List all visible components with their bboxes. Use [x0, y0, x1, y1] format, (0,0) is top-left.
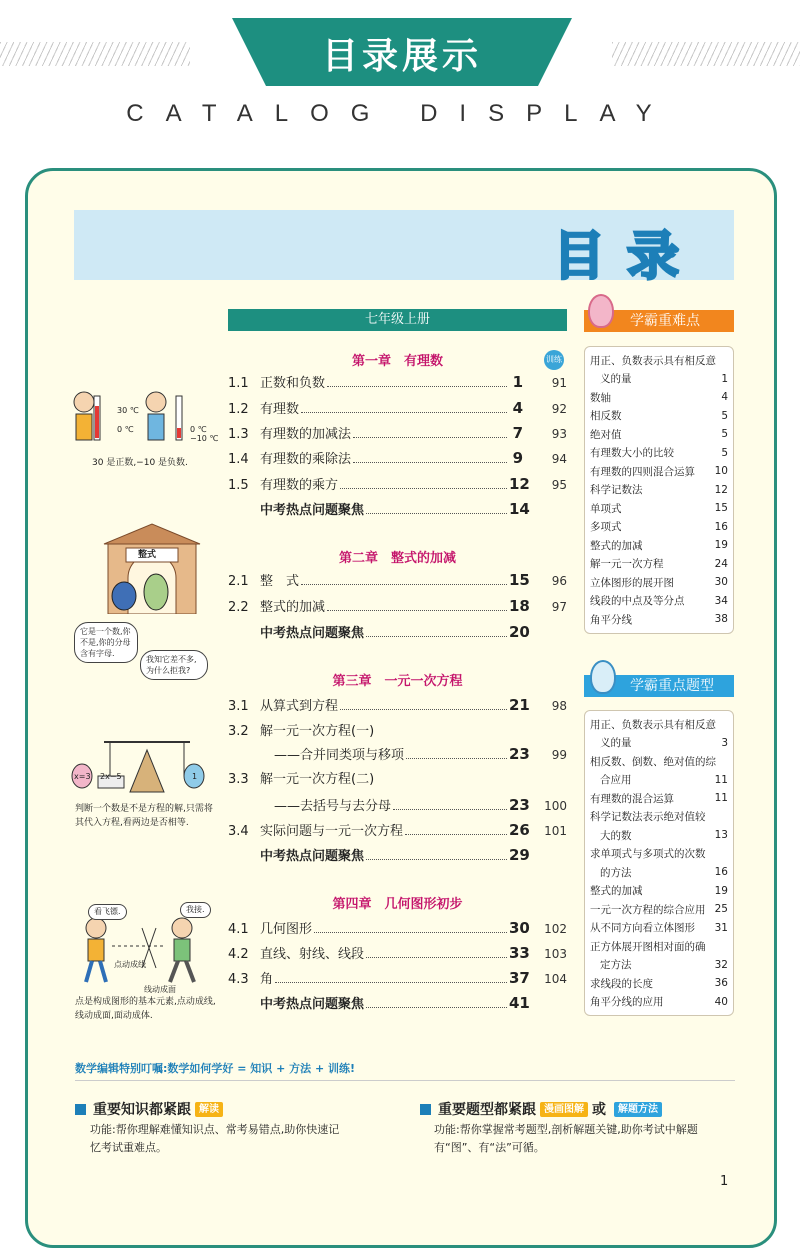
side-list-item[interactable] — [590, 900, 728, 919]
side-list-item[interactable] — [590, 808, 728, 827]
side-list-item[interactable] — [590, 863, 728, 882]
side-item-page: 36 — [714, 977, 728, 990]
page-number-training: 101 — [544, 824, 567, 838]
side-list-item[interactable] — [590, 610, 728, 629]
side-item-label: 角平分线的应用 — [590, 996, 664, 1009]
side-list-item[interactable] — [590, 734, 728, 753]
side-item-page: 34 — [714, 594, 728, 607]
square-bullet-icon — [420, 1104, 431, 1115]
speech-bubble-a: 它是一个数,你不是,你的分母含有字母. — [74, 622, 138, 663]
side-item-label: 立体图形的展开图 — [590, 576, 674, 589]
page-number-main: 21 — [509, 696, 530, 714]
side-list-item[interactable] — [590, 407, 728, 426]
side-item-label: 整式的加减 — [590, 885, 643, 898]
side-item-label: 合应用 — [600, 774, 632, 787]
side-item-label: 单项式 — [590, 502, 622, 515]
dot-leader — [340, 709, 507, 710]
side-list-item[interactable] — [590, 715, 728, 734]
section-title: 几何图形 — [260, 922, 313, 937]
side-item-page: 4 — [721, 391, 728, 404]
dot-leader — [301, 584, 507, 585]
side-list-item[interactable] — [590, 555, 728, 574]
page-number-main: 33 — [509, 944, 530, 962]
section-knowledge-desc: 功能:帮你理解难懂知识点、常考易错点,助你快速记忆考试重难点。 — [90, 1123, 340, 1154]
side-header-key-points-label: 学霸重难点 — [630, 313, 700, 329]
section-number: 2.2 — [228, 600, 249, 615]
toc-row[interactable] — [228, 918, 567, 938]
section-title: 中考热点问题聚焦 — [260, 626, 365, 641]
side-item-page: 13 — [714, 829, 728, 842]
banner-subtitle: CATALOG DISPLAY — [126, 100, 674, 127]
side-item-label: 的方法 — [600, 866, 632, 879]
side-item-label: 用正、负数表示具有相反意 — [590, 718, 716, 731]
page-number-training: 95 — [551, 478, 567, 492]
section-number: 3.4 — [228, 824, 249, 839]
side-item-page: 1 — [721, 372, 728, 385]
side-item-label: 义的量 — [600, 737, 632, 750]
side-item-page: 15 — [714, 502, 728, 515]
page-number-main: 23 — [509, 796, 530, 814]
page-number-main: 15 — [509, 571, 530, 589]
page-number-main: 23 — [509, 745, 530, 763]
side-item-label: 有理数的混合运算 — [590, 792, 674, 805]
side-list-item[interactable] — [590, 789, 728, 808]
side-item-page: 31 — [714, 921, 728, 934]
page-number-training: 100 — [544, 799, 567, 813]
section-title: 正数和负数 — [260, 376, 326, 391]
side-list-item[interactable] — [590, 993, 728, 1012]
caption-geometry: 点是构成图形的基本元素,点动成线,线动成面,面动成体. — [75, 997, 216, 1021]
section-number: 2.1 — [228, 574, 249, 589]
dot-leader — [366, 859, 507, 860]
side-item-label: 求单项式与多项式的次数 — [590, 848, 706, 861]
side-item-page: 3 — [721, 736, 728, 749]
dot-leader — [366, 513, 507, 514]
toc-row[interactable] — [228, 845, 567, 865]
training-badge: 训练 — [544, 350, 564, 370]
tip-divider — [75, 1080, 735, 1081]
section-knowledge — [75, 1099, 223, 1119]
label-line-to-plane: 线动成面 — [144, 985, 176, 994]
speech-bubble-d: 我接. — [180, 902, 211, 918]
dot-leader — [366, 957, 507, 958]
side-item-page: 5 — [721, 446, 728, 459]
side-item-page: 30 — [714, 576, 728, 589]
section-number: 3.1 — [228, 699, 249, 714]
side-item-label: 义的量 — [600, 373, 632, 386]
page-number-main: 20 — [509, 623, 530, 641]
section-number: 3.3 — [228, 772, 249, 787]
temp-label-0a: 0 ℃ — [117, 425, 134, 434]
section-title: ——合并同类项与移项 — [274, 748, 405, 763]
toc-row[interactable] — [228, 499, 567, 519]
square-bullet-icon — [75, 1104, 86, 1115]
section-title: 中考热点问题聚焦 — [260, 997, 365, 1012]
section-knowledge-title: 重要知识都紧跟 — [93, 1102, 191, 1118]
section-number: 4.3 — [228, 972, 249, 987]
page-number-training: 96 — [551, 574, 567, 588]
side-header-key-types-label: 学霸重点题型 — [630, 678, 714, 694]
side-item-page: 25 — [714, 903, 728, 916]
dot-leader — [275, 982, 507, 983]
side-item-label: 相反数、倒数、绝对值的综 — [590, 755, 716, 768]
dot-leader — [405, 834, 507, 835]
side-item-label: 多项式 — [590, 521, 622, 534]
grade-label: 七年级上册 — [228, 309, 567, 331]
section-title: ——去括号与去分母 — [274, 799, 392, 814]
dot-leader — [393, 809, 507, 810]
temp-label-30: 30 ℃ — [117, 406, 139, 415]
section-title: 有理数的乘方 — [260, 478, 339, 493]
caption-equation-solution: 判断一个数是不是方程的解,只需将其代入方程,看两边是否相等. — [75, 804, 213, 828]
side-item-page: 16 — [714, 520, 728, 533]
label-point-to-line: 点动成线 — [114, 960, 146, 969]
page-number-main: 30 — [509, 919, 530, 937]
side-list-key-points — [584, 346, 734, 634]
side-item-page: 19 — [714, 884, 728, 897]
side-item-label: 从不同方向看立体图形 — [590, 922, 695, 935]
side-item-label: 有理数的四则混合运算 — [590, 465, 695, 478]
chapter-title: 第二章 整式的加减 — [338, 551, 456, 566]
side-item-label: 数轴 — [590, 391, 611, 404]
section-title: 从算式到方程 — [260, 699, 339, 714]
dot-leader — [327, 610, 507, 611]
side-list-item[interactable] — [590, 771, 728, 790]
side-item-page: 12 — [714, 483, 728, 496]
section-number: 1.4 — [228, 452, 249, 467]
page-number-main: 9 — [512, 449, 523, 467]
dot-leader — [314, 932, 507, 933]
page-number-training: 91 — [551, 376, 567, 390]
page-number-main: 37 — [509, 969, 530, 987]
contents-title: 目录 — [553, 227, 702, 287]
side-item-page: 19 — [714, 539, 728, 552]
toc-row[interactable] — [228, 720, 567, 740]
side-list-item[interactable] — [590, 752, 728, 771]
side-list-item[interactable] — [590, 388, 728, 407]
section-title: 解一元一次方程(一) — [260, 724, 375, 739]
section-number: 4.1 — [228, 922, 249, 937]
scale-left-expr: 2x−5 — [100, 772, 122, 781]
section-number: 1.3 — [228, 427, 249, 442]
section-question-types — [420, 1099, 662, 1119]
side-item-label: 科学记数法 — [590, 484, 643, 497]
side-list-item[interactable] — [590, 974, 728, 993]
tag-interpretation: 解读 — [195, 1102, 223, 1117]
gate-label: 整式 — [138, 550, 157, 560]
scale-ball-label: x=3 — [74, 772, 91, 781]
section-number: 3.2 — [228, 724, 249, 739]
bird-mascot-icon — [590, 660, 616, 694]
side-item-label: 相反数 — [590, 410, 622, 423]
toc-row[interactable] — [228, 622, 567, 642]
dot-leader — [301, 412, 507, 413]
page-number-training: 99 — [551, 748, 567, 762]
dot-leader — [366, 1007, 507, 1008]
section-title: 有理数 — [260, 402, 300, 417]
page-number-main: 1 — [512, 373, 523, 391]
chapter-title: 第一章 有理数 — [351, 354, 443, 369]
side-item-label: 正方体展开图相对面的确 — [590, 940, 706, 953]
section-question-types-title: 重要题型都紧跟 — [438, 1102, 536, 1118]
side-list-item[interactable] — [590, 536, 728, 555]
page-number-main: 7 — [512, 424, 523, 442]
page-number-training: 97 — [551, 600, 567, 614]
section-title: 整式的加减 — [260, 600, 326, 615]
side-list-item[interactable] — [590, 351, 728, 370]
section-title: 整 式 — [260, 574, 300, 589]
gate-illustration — [96, 522, 208, 614]
side-item-page: 38 — [714, 613, 728, 626]
side-item-label: 绝对值 — [590, 428, 622, 441]
side-list-item[interactable] — [590, 481, 728, 500]
tag-comic: 漫画图解 — [540, 1102, 588, 1117]
side-item-page: 40 — [714, 995, 728, 1008]
side-list-item[interactable] — [590, 919, 728, 938]
page-number: 1 — [720, 1174, 729, 1189]
hatch-right — [612, 42, 800, 66]
page-number-training: 102 — [544, 922, 567, 936]
side-list-item[interactable] — [590, 573, 728, 592]
section-title: 解一元一次方程(二) — [260, 772, 375, 787]
toc-row[interactable] — [228, 695, 567, 715]
section-number: 1.1 — [228, 376, 249, 391]
page-number-main: 12 — [509, 475, 530, 493]
side-list-item[interactable] — [590, 845, 728, 864]
side-list-item[interactable] — [590, 882, 728, 901]
side-item-label: 一元一次方程的综合应用 — [590, 903, 706, 916]
section-number: 4.2 — [228, 947, 249, 962]
section-title: 有理数的乘除法 — [260, 452, 352, 467]
side-list-item[interactable] — [590, 425, 728, 444]
page-number-main: 41 — [509, 994, 530, 1012]
toc-row[interactable] — [228, 372, 567, 392]
dot-leader — [353, 437, 507, 438]
temp-label-0b: 0 ℃ — [190, 425, 207, 434]
tag-method: 解题方法 — [614, 1102, 662, 1117]
toc-row[interactable] — [228, 570, 567, 590]
side-item-page: 11 — [714, 773, 728, 786]
page-number-main: 18 — [509, 597, 530, 615]
dot-leader — [327, 386, 507, 387]
side-list-item[interactable] — [590, 592, 728, 611]
side-list-item[interactable] — [590, 518, 728, 537]
section-title: 角 — [260, 972, 274, 987]
page-number-main: 29 — [509, 846, 530, 864]
dot-leader — [366, 636, 507, 637]
section-title: 有理数的加减法 — [260, 427, 352, 442]
dot-leader — [340, 488, 507, 489]
dot-leader — [406, 758, 507, 759]
toc-row[interactable] — [228, 768, 567, 788]
side-list-key-types — [584, 710, 734, 1016]
side-item-label: 线段的中点及等分点 — [590, 595, 685, 608]
side-item-label: 解一元一次方程 — [590, 558, 664, 571]
side-item-label: 整式的加减 — [590, 539, 643, 552]
toc-row[interactable] — [228, 474, 567, 494]
side-list-item[interactable] — [590, 444, 728, 463]
side-list-item[interactable] — [590, 826, 728, 845]
section-title: 中考热点问题聚焦 — [260, 503, 365, 518]
side-item-page: 32 — [714, 958, 728, 971]
toc-row[interactable] — [228, 744, 567, 764]
section-number: 1.5 — [228, 478, 249, 493]
toc-row[interactable] — [228, 423, 567, 443]
page-number-training: 93 — [551, 427, 567, 441]
toc-row[interactable] — [228, 398, 567, 418]
side-list-item[interactable] — [590, 462, 728, 481]
side-list-item[interactable] — [590, 499, 728, 518]
page-number-training: 104 — [544, 972, 567, 986]
editor-tip: 数学编辑特别叮嘱:数学如何学好 = 知识 + 方法 + 训练! — [75, 1062, 356, 1075]
side-list-item[interactable] — [590, 370, 728, 389]
or-text: 或 — [592, 1102, 606, 1118]
chapter-title: 第四章 几何图形初步 — [332, 897, 463, 912]
section-title: 中考热点问题聚焦 — [260, 849, 365, 864]
side-list-item[interactable] — [590, 937, 728, 956]
side-item-page: 16 — [714, 866, 728, 879]
scale-right-value: 1 — [192, 772, 198, 781]
toc-row[interactable] — [228, 968, 567, 988]
page-number-training: 98 — [551, 699, 567, 713]
toc-row[interactable] — [228, 596, 567, 616]
side-item-label: 科学记数法表示绝对值较 — [590, 811, 706, 824]
section-title: 实际问题与一元一次方程 — [260, 824, 404, 839]
dot-leader — [353, 462, 507, 463]
section-number: 1.2 — [228, 402, 249, 417]
side-item-label: 求线段的长度 — [590, 977, 653, 990]
side-item-label: 有理数大小的比较 — [590, 447, 674, 460]
side-item-label: 大的数 — [600, 829, 632, 842]
section-question-types-desc: 功能:帮你掌握常考题型,剖析解题关键,助你考试中解题有“图”、有“法”可循。 — [434, 1123, 698, 1154]
toc-row[interactable] — [228, 943, 567, 963]
side-item-label: 用正、负数表示具有相反意 — [590, 354, 716, 367]
side-item-label: 定方法 — [600, 959, 632, 972]
page-number-main: 14 — [509, 500, 530, 518]
side-item-page: 24 — [714, 557, 728, 570]
speech-bubble-b: 我知它差不多,为什么拒我? — [140, 650, 208, 680]
side-item-page: 11 — [714, 792, 728, 805]
temp-label-minus10: −10 ℃ — [190, 434, 219, 443]
banner-title: 目录展示 — [321, 36, 482, 77]
side-list-item[interactable] — [590, 956, 728, 975]
page-number-training: 92 — [551, 402, 567, 416]
side-item-label: 角平分线 — [590, 613, 632, 626]
page-number-main: 26 — [509, 821, 530, 839]
side-item-page: 5 — [721, 428, 728, 441]
balance-scale-illustration — [70, 736, 220, 796]
side-item-page: 5 — [721, 409, 728, 422]
rabbit-mascot-icon — [588, 294, 614, 328]
caption-positive-negative: 30 是正数,−10 是负数. — [92, 458, 188, 468]
toc-row[interactable] — [228, 448, 567, 468]
page-number-training: 103 — [544, 947, 567, 961]
speech-bubble-c: 看飞镖. — [88, 904, 127, 920]
section-title: 直线、射线、线段 — [260, 947, 365, 962]
side-item-page: 10 — [714, 465, 728, 478]
toc-row[interactable] — [228, 795, 567, 815]
page-number-main: 4 — [512, 399, 523, 417]
toc-row[interactable] — [228, 993, 567, 1013]
page-number-training: 94 — [551, 452, 567, 466]
hatch-left — [0, 42, 190, 66]
chapter-title: 第三章 一元一次方程 — [332, 674, 463, 689]
toc-row[interactable] — [228, 820, 567, 840]
